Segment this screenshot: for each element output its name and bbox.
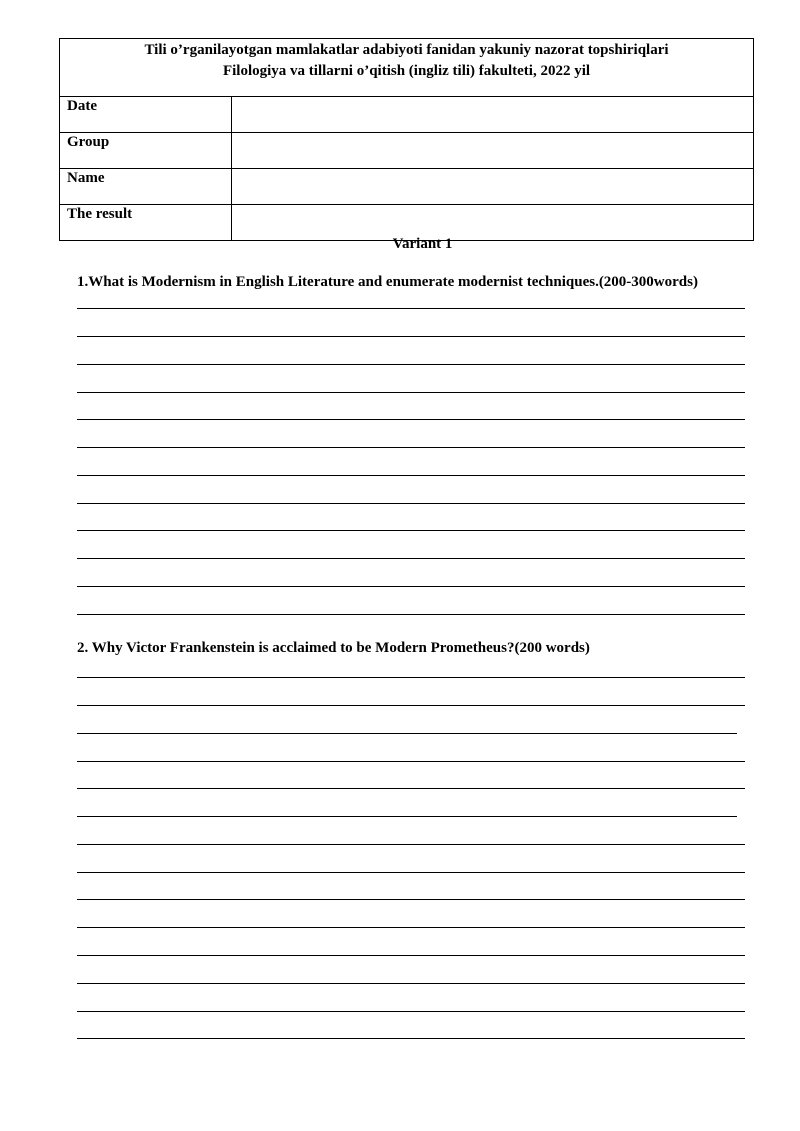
title-line-2: Filologiya va tillarni o’qitish (ingliz tili) fakulteti, 2022 yil — [222, 63, 591, 79]
name-label: Name — [60, 169, 232, 205]
answer-line — [77, 733, 737, 734]
answer-line — [77, 558, 745, 559]
answer-line — [77, 475, 745, 476]
question-2: 2. Why Victor Frankenstein is acclaimed to be Modern Prometheus?(200 words) — [77, 640, 590, 656]
question-1: 1.What is Modernism in English Literature and enumerate modernist techniques.(200-300words) — [77, 274, 698, 290]
answer-line — [77, 419, 745, 420]
name-row — [60, 169, 754, 205]
answer-line — [77, 614, 745, 615]
answer-line — [77, 503, 745, 504]
answer-line — [77, 983, 745, 984]
answer-line — [77, 677, 745, 678]
answer-line — [77, 336, 745, 337]
group-label: Group — [60, 133, 232, 169]
answer-line — [77, 1038, 745, 1039]
answer-line — [77, 927, 745, 928]
date-label: Date — [60, 97, 232, 133]
answer-line — [77, 955, 745, 956]
answer-line — [77, 392, 745, 393]
answer-line — [77, 872, 745, 873]
header-table — [59, 38, 754, 241]
name-field[interactable] — [232, 169, 754, 205]
variant-heading: Variant 1 — [392, 236, 453, 252]
answer-line — [77, 788, 745, 789]
answer-line — [77, 816, 737, 817]
answer-line — [77, 447, 745, 448]
title-cell — [60, 39, 754, 97]
title-line-1: Tili o’rganilayotgan mamlakatlar adabiyoti fanidan yakuniy nazorat topshiriqlari — [144, 42, 669, 58]
date-row — [60, 97, 754, 133]
answer-line — [77, 1011, 745, 1012]
result-label: The result — [60, 205, 232, 241]
answer-line — [77, 308, 745, 309]
group-row — [60, 133, 754, 169]
answer-line — [77, 705, 745, 706]
answer-line — [77, 761, 745, 762]
answer-line — [77, 530, 745, 531]
group-field[interactable] — [232, 133, 754, 169]
answer-line — [77, 844, 745, 845]
date-field[interactable] — [232, 97, 754, 133]
answer-line — [77, 364, 745, 365]
answer-line — [77, 899, 745, 900]
answer-line — [77, 586, 745, 587]
